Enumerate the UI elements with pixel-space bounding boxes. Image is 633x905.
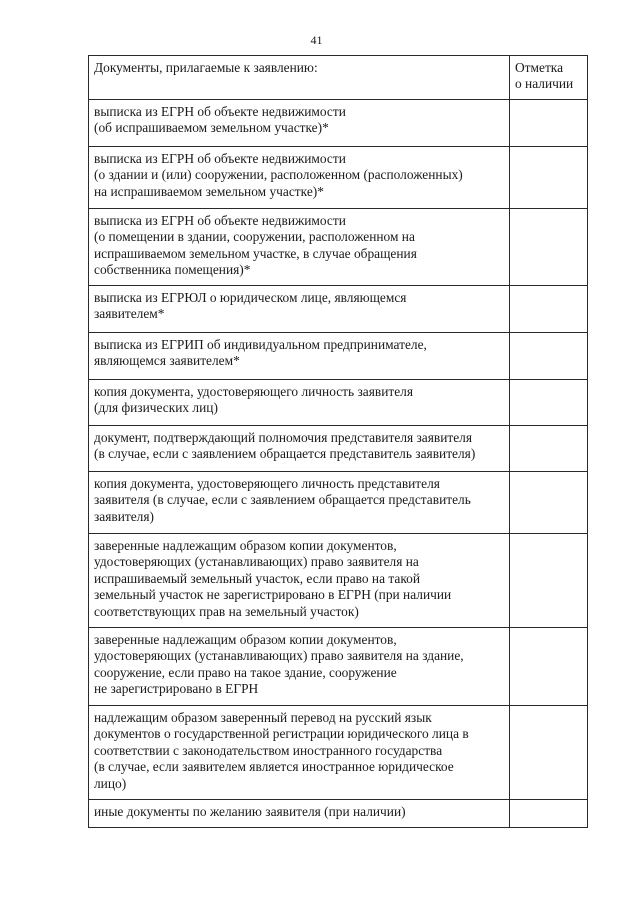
- table-row: [89, 147, 588, 209]
- document-cell: выписка из ЕГРН об объекте недвижимости (о здании и (или) сооружении, расположенном (расположенных) на испрашиваемом земельном участке)*: [89, 147, 510, 209]
- table-row: [89, 628, 588, 706]
- mark-cell[interactable]: [510, 286, 588, 333]
- mark-cell[interactable]: [510, 534, 588, 628]
- mark-cell[interactable]: [510, 209, 588, 286]
- document-cell: выписка из ЕГРН об объекте недвижимости (о помещении в здании, сооружении, расположенном на испрашиваемом земельном участке, в случае обращения собственника помещения)*: [89, 209, 510, 286]
- mark-cell[interactable]: [510, 380, 588, 426]
- table-row: [89, 333, 588, 380]
- header-mark: Отметка о наличии: [510, 56, 588, 100]
- document-cell: надлежащим образом заверенный перевод на русский язык документов о государственной регистрации юридического лица в соответствии с законодательством иностранного государства (в случае, если заявителем является иностранное юридическое лицо): [89, 706, 510, 800]
- mark-cell[interactable]: [510, 333, 588, 380]
- table-row: [89, 209, 588, 286]
- header-documents: Документы, прилагаемые к заявлению:: [89, 56, 510, 100]
- documents-table: [88, 55, 588, 828]
- table-row: [89, 472, 588, 534]
- document-cell: копия документа, удостоверяющего личность заявителя (для физических лиц): [89, 380, 510, 426]
- mark-cell[interactable]: [510, 628, 588, 706]
- table-row: [89, 380, 588, 426]
- mark-cell[interactable]: [510, 472, 588, 534]
- table-header-row: [89, 56, 588, 100]
- mark-cell[interactable]: [510, 800, 588, 828]
- table-row: [89, 100, 588, 147]
- document-cell: документ, подтверждающий полномочия представителя заявителя (в случае, если с заявлением обращается представитель заявителя): [89, 426, 510, 472]
- mark-cell[interactable]: [510, 426, 588, 472]
- table-row: [89, 534, 588, 628]
- document-cell: копия документа, удостоверяющего личность представителя заявителя (в случае, если с заявлением обращается представитель заявителя): [89, 472, 510, 534]
- document-cell: выписка из ЕГРЮЛ о юридическом лице, являющемся заявителем*: [89, 286, 510, 333]
- table-row: [89, 286, 588, 333]
- table-row: [89, 426, 588, 472]
- table-row: [89, 706, 588, 800]
- document-cell: выписка из ЕГРИП об индивидуальном предпринимателе, являющемся заявителем*: [89, 333, 510, 380]
- document-cell: выписка из ЕГРН об объекте недвижимости (об испрашиваемом земельном участке)*: [89, 100, 510, 147]
- table-row: [89, 800, 588, 828]
- page-number: 41: [310, 33, 323, 47]
- document-cell: иные документы по желанию заявителя (при наличии): [89, 800, 510, 828]
- document-cell: заверенные надлежащим образом копии документов, удостоверяющих (устанавливающих) право заявителя на испрашиваемый земельный участок, если право на такой земельный участок не зарегистрировано в ЕГРН (при наличии соответствующих прав на земельный участок): [89, 534, 510, 628]
- mark-cell[interactable]: [510, 706, 588, 800]
- mark-cell[interactable]: [510, 147, 588, 209]
- mark-cell[interactable]: [510, 100, 588, 147]
- document-cell: заверенные надлежащим образом копии документов, удостоверяющих (устанавливающих) право заявителя на здание, сооружение, если право на такое здание, сооружение не зарегистрировано в ЕГРН: [89, 628, 510, 706]
